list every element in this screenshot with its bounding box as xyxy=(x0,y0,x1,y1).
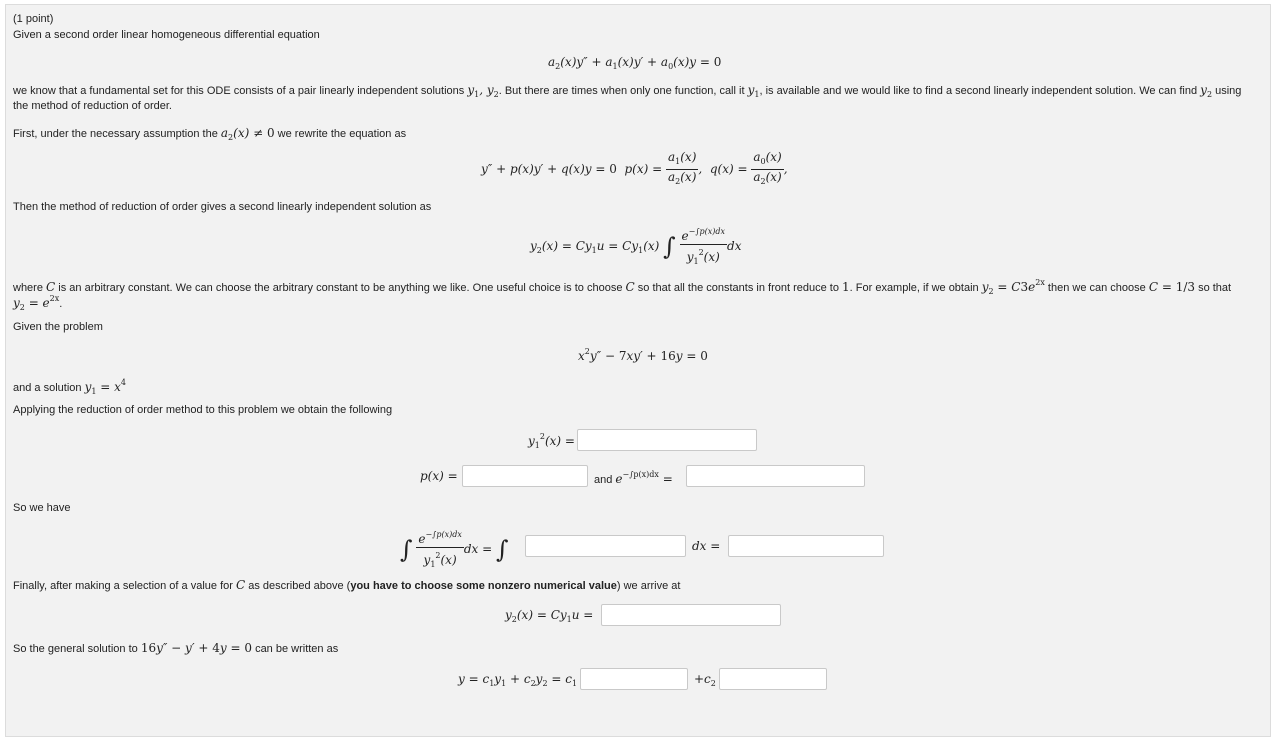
general-solution-label: $y = c_1y_1 + c_2y_2 = c_1$ xyxy=(458,672,578,688)
y1-squared-label: $y_1^2(x)$ = xyxy=(528,432,575,450)
method-text: Then the method of reduction of order gives a second linearly independent solution as xyxy=(13,201,432,213)
p-x-label: p(x) = xyxy=(420,469,458,483)
c2-term-input[interactable] xyxy=(719,668,827,690)
problem-ode: $x^2y'' - 7xy' + 16y = 0$ xyxy=(578,347,708,363)
e-int-p-label: and $e^{-\int p(x)dx}$ = xyxy=(594,470,673,486)
reduction-formula: $y_2(x) = Cy_1u = Cy_1(x)$ ∫ $\frac{e^{-\int p(x)dx}}{y_1^2(x)}$ dx xyxy=(530,224,741,269)
y1-squared-input[interactable] xyxy=(577,429,757,451)
points-label: (1 point) xyxy=(13,13,54,25)
y2-input[interactable] xyxy=(601,604,781,626)
given-problem-label: Given the problem xyxy=(13,321,103,333)
e-int-p-input[interactable] xyxy=(686,465,865,487)
known-solution-text: and a solution $y_1 = x^4$ xyxy=(13,378,126,396)
integral-result-input[interactable] xyxy=(728,535,884,557)
fundamental-set-line2: the method of reduction of order. xyxy=(13,100,172,112)
applying-text: Applying the reduction of order method to this problem we obtain the following xyxy=(13,404,393,416)
so-we-have-label: So we have xyxy=(13,502,71,514)
p-x-input[interactable] xyxy=(462,465,588,487)
general-solution-text: So the general solution to 16y″ − y′ + 4y = 0 can be written as xyxy=(13,641,339,655)
c1-term-input[interactable] xyxy=(580,668,688,690)
dx-equals-label: dx = xyxy=(692,539,721,553)
problem-panel xyxy=(5,4,1271,737)
assumption-text: First, under the necessary assumption the $a_2(x) \ne 0$ we rewrite the equation as xyxy=(13,126,407,142)
intro-text: Given a second order linear homogeneous differential equation xyxy=(13,29,320,41)
integrand-input[interactable] xyxy=(525,535,686,557)
arbitrary-constant-line1: where C is an arbitrary constant. We can choose the arbitrary constant to be anything we like. One useful choice is to choose C so that all the constants in front reduce to 1. For example, if we obtain $y_2 = C3e^{2x}$ then we can choose C = 1/3 so that xyxy=(13,278,1232,296)
general-ode: $a_2(x)y'' + a_1(x)y' + a_0(x)y = 0$ xyxy=(548,55,722,71)
plus-c2-label: $+c_2$ xyxy=(694,672,716,688)
arbitrary-constant-line2: $y_2 = e^{2x}$. xyxy=(13,294,63,312)
integral-expression: ∫ $\frac{e^{-\int p(x)dx}}{y_1^2(x)}$ dx = ∫ xyxy=(400,527,509,572)
y2-label: $y_2(x) = Cy_1u$ = xyxy=(505,608,594,624)
finally-text: Finally, after making a selection of a value for C as described above (you have to choose some nonzero numerical value) we arrive at xyxy=(13,578,681,592)
standard-form-equation: y″ + p(x)y′ + q(x)y = 0 p(x) = $\frac{a_1(x)}{a_2(x)}$ , q(x) = $\frac{a_0(x)}{a_2(x)}$ , xyxy=(481,150,788,186)
fundamental-set-line1: we know that a fundamental set for this ODE consists of a pair linearly independent solutions $y_1$, $y_2$. But there are times when only one function, call it $y_1$, is available and we would like to find a second linearly independent solution. We can find $y_2$ using xyxy=(13,83,1242,99)
